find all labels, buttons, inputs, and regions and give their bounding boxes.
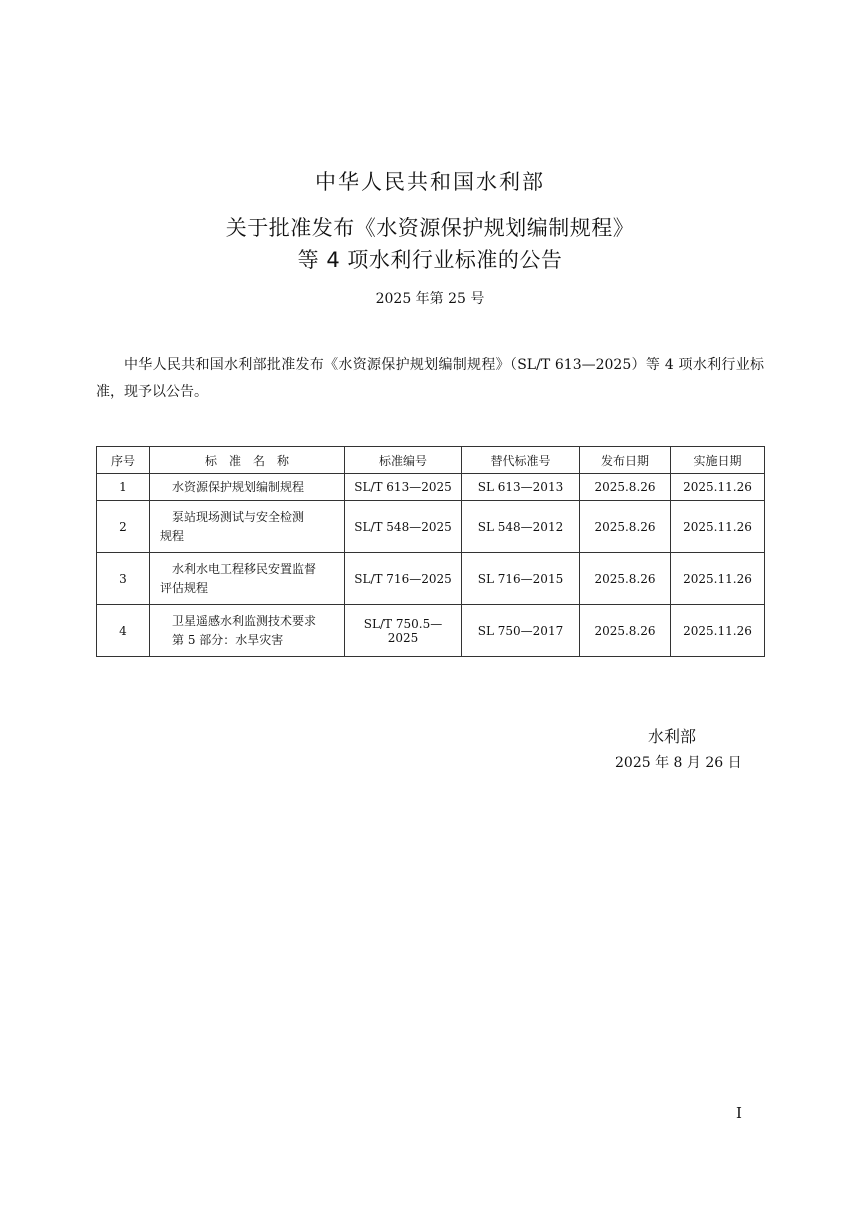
cell-effective-date: 2025.11.26 xyxy=(671,553,765,605)
standard-name-line-1: 卫星遥感水利监测技术要求 xyxy=(172,613,317,628)
cell-issue-date: 2025.8.26 xyxy=(580,553,671,605)
page-number: I xyxy=(736,1104,742,1122)
cell-standard-code: SL/T 716—2025 xyxy=(345,553,462,605)
cell-serial-number: 3 xyxy=(97,553,150,605)
header-effective-date: 实施日期 xyxy=(671,447,765,474)
announcement-title-line-2: 等 4 项水利行业标准的公告 xyxy=(297,248,563,272)
standard-name-line-1: 水利水电工程移民安置监督 xyxy=(172,561,317,576)
cell-standard-name xyxy=(150,553,345,605)
cell-standard-name xyxy=(150,605,345,657)
table-row xyxy=(97,501,765,553)
cell-standard-code: SL/T 750.5—2025 xyxy=(345,605,462,657)
cell-standard-name xyxy=(150,501,345,553)
standard-name-line-1: 泵站现场测试与安全检测 xyxy=(172,509,305,524)
header-standard-name: 标 准 名 称 xyxy=(150,447,345,474)
cell-issue-date: 2025.8.26 xyxy=(580,501,671,553)
announcement-body: 中华人民共和国水利部批准发布《水资源保护规划编制规程》（SL/T 613—2025）等 4 项水利行业标准，现予以公告。 xyxy=(96,357,764,400)
standards-table xyxy=(96,446,765,657)
cell-standard-code: SL/T 548—2025 xyxy=(345,501,462,553)
cell-standard-name xyxy=(150,474,345,501)
table-row xyxy=(97,553,765,605)
issuing-authority: 中华人民共和国水利部 xyxy=(315,170,545,194)
signature-authority: 水利部 xyxy=(648,727,697,746)
cell-serial-number: 1 xyxy=(97,474,150,501)
cell-replaced-code: SL 548—2012 xyxy=(462,501,580,553)
cell-effective-date: 2025.11.26 xyxy=(671,605,765,657)
signature-date: 2025 年 8 月 26 日 xyxy=(615,755,742,771)
announcement-title-line-1: 关于批准发布《水资源保护规划编制规程》 xyxy=(225,216,635,240)
cell-issue-date: 2025.8.26 xyxy=(580,605,671,657)
cell-replaced-code: SL 613—2013 xyxy=(462,474,580,501)
cell-effective-date: 2025.11.26 xyxy=(671,501,765,553)
cell-serial-number: 4 xyxy=(97,605,150,657)
cell-standard-code: SL/T 613—2025 xyxy=(345,474,462,501)
standard-name-line-2: 规程 xyxy=(160,528,185,543)
cell-serial-number: 2 xyxy=(97,501,150,553)
header-serial-number: 序号 xyxy=(97,447,150,474)
standard-name-line-1: 水资源保护规划编制规程 xyxy=(172,479,305,494)
header-replaced-code: 替代标准号 xyxy=(462,447,580,474)
cell-effective-date: 2025.11.26 xyxy=(671,474,765,501)
table-row xyxy=(97,605,765,657)
table-header-row xyxy=(97,447,765,474)
standard-name-line-2: 第 5 部分：水旱灾害 xyxy=(172,632,284,647)
header-issue-date: 发布日期 xyxy=(580,447,671,474)
header-standard-code: 标准编号 xyxy=(345,447,462,474)
document-number: 2025 年第 25 号 xyxy=(375,291,485,307)
cell-issue-date: 2025.8.26 xyxy=(580,474,671,501)
standard-name-line-2: 评估规程 xyxy=(160,580,209,595)
cell-replaced-code: SL 750—2017 xyxy=(462,605,580,657)
table-row xyxy=(97,474,765,501)
cell-replaced-code: SL 716—2015 xyxy=(462,553,580,605)
